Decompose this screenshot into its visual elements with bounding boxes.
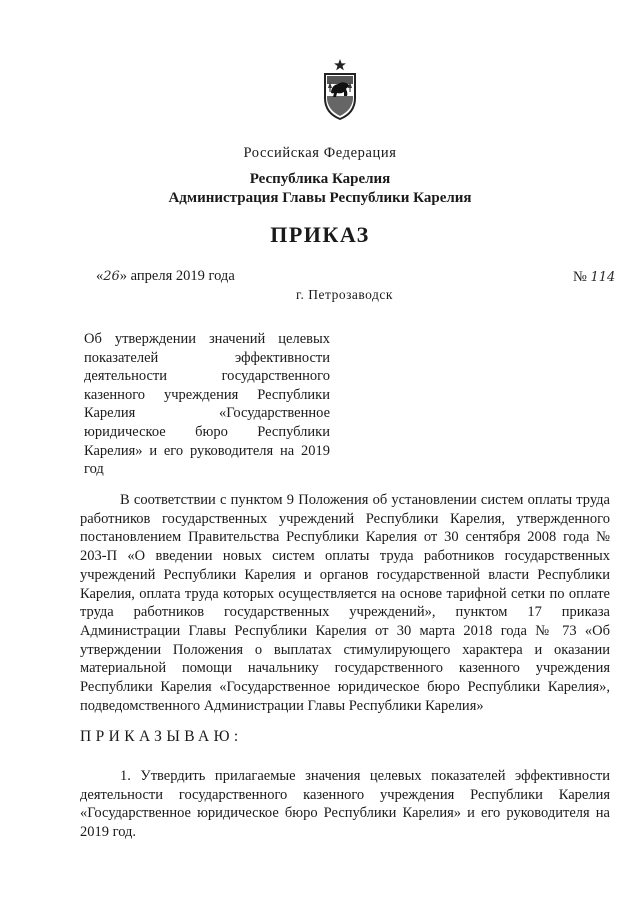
document-date (96, 268, 235, 285)
date-open-quote: « (96, 268, 104, 284)
preamble-paragraph: В соответствии с пунктом 9 Положения об установлении систем оплаты труда работников государственных учреждений Республики Карелия, утвержденного постановлением Правительства Республики Карелия от 30 сентября 2008 года № 203-П «О введении новых систем оплаты труда работников государственных учреждений Республики Карелия и органов государственной власти Республики Карелия, оплата труда которых осуществляется на основе тарифной сетки по оплате труда работников государственных учреждений», пунктом 17 приказа Администрации Главы Республики Карелия от 30 марта 2018 года № 73 «Об утверждении Положения о выплатах стимулирующего характера и оказании материальной помощи начальнику государственного казенного учреждения Республики Карелия «Государственное юридическое бюро Республики Карелия», подведомственного Администрации Главы Республики Карелия» (80, 492, 610, 714)
date-day-handwritten: 26 (103, 269, 120, 284)
document-number (573, 269, 615, 286)
number-value-handwritten: 114 (590, 270, 616, 285)
order-word: ПРИКАЗЫВАЮ: (80, 728, 243, 745)
document-city: г. Петрозаводск (296, 287, 393, 302)
order-item-1: 1. Утвердить прилагаемые значения целевых показателей эффективности деятельности государственного казенного учреждения Республики Карелия «Государственное юридическое бюро Республики Карелия» и его руководителя на 2019 год. (80, 768, 610, 841)
republic-heading: Республика Карелия (249, 171, 391, 187)
administration-heading: Администрация Главы Республики Карелия (168, 190, 472, 206)
document-type-title: ПРИКАЗ (270, 222, 370, 247)
document-subject: Об утверждении значений целевых показателей эффективности деятельности государственного казенного учреждения Республики Карелия «Государственное юридическое бюро Республики Карелия» и его руководителя на 2019 год (84, 331, 330, 478)
number-prefix: № (573, 269, 587, 285)
country-heading: Российская Федерация (243, 145, 397, 161)
karelia-coat-of-arms-icon (320, 58, 360, 120)
date-month-year: » апреля 2019 года (119, 268, 235, 284)
